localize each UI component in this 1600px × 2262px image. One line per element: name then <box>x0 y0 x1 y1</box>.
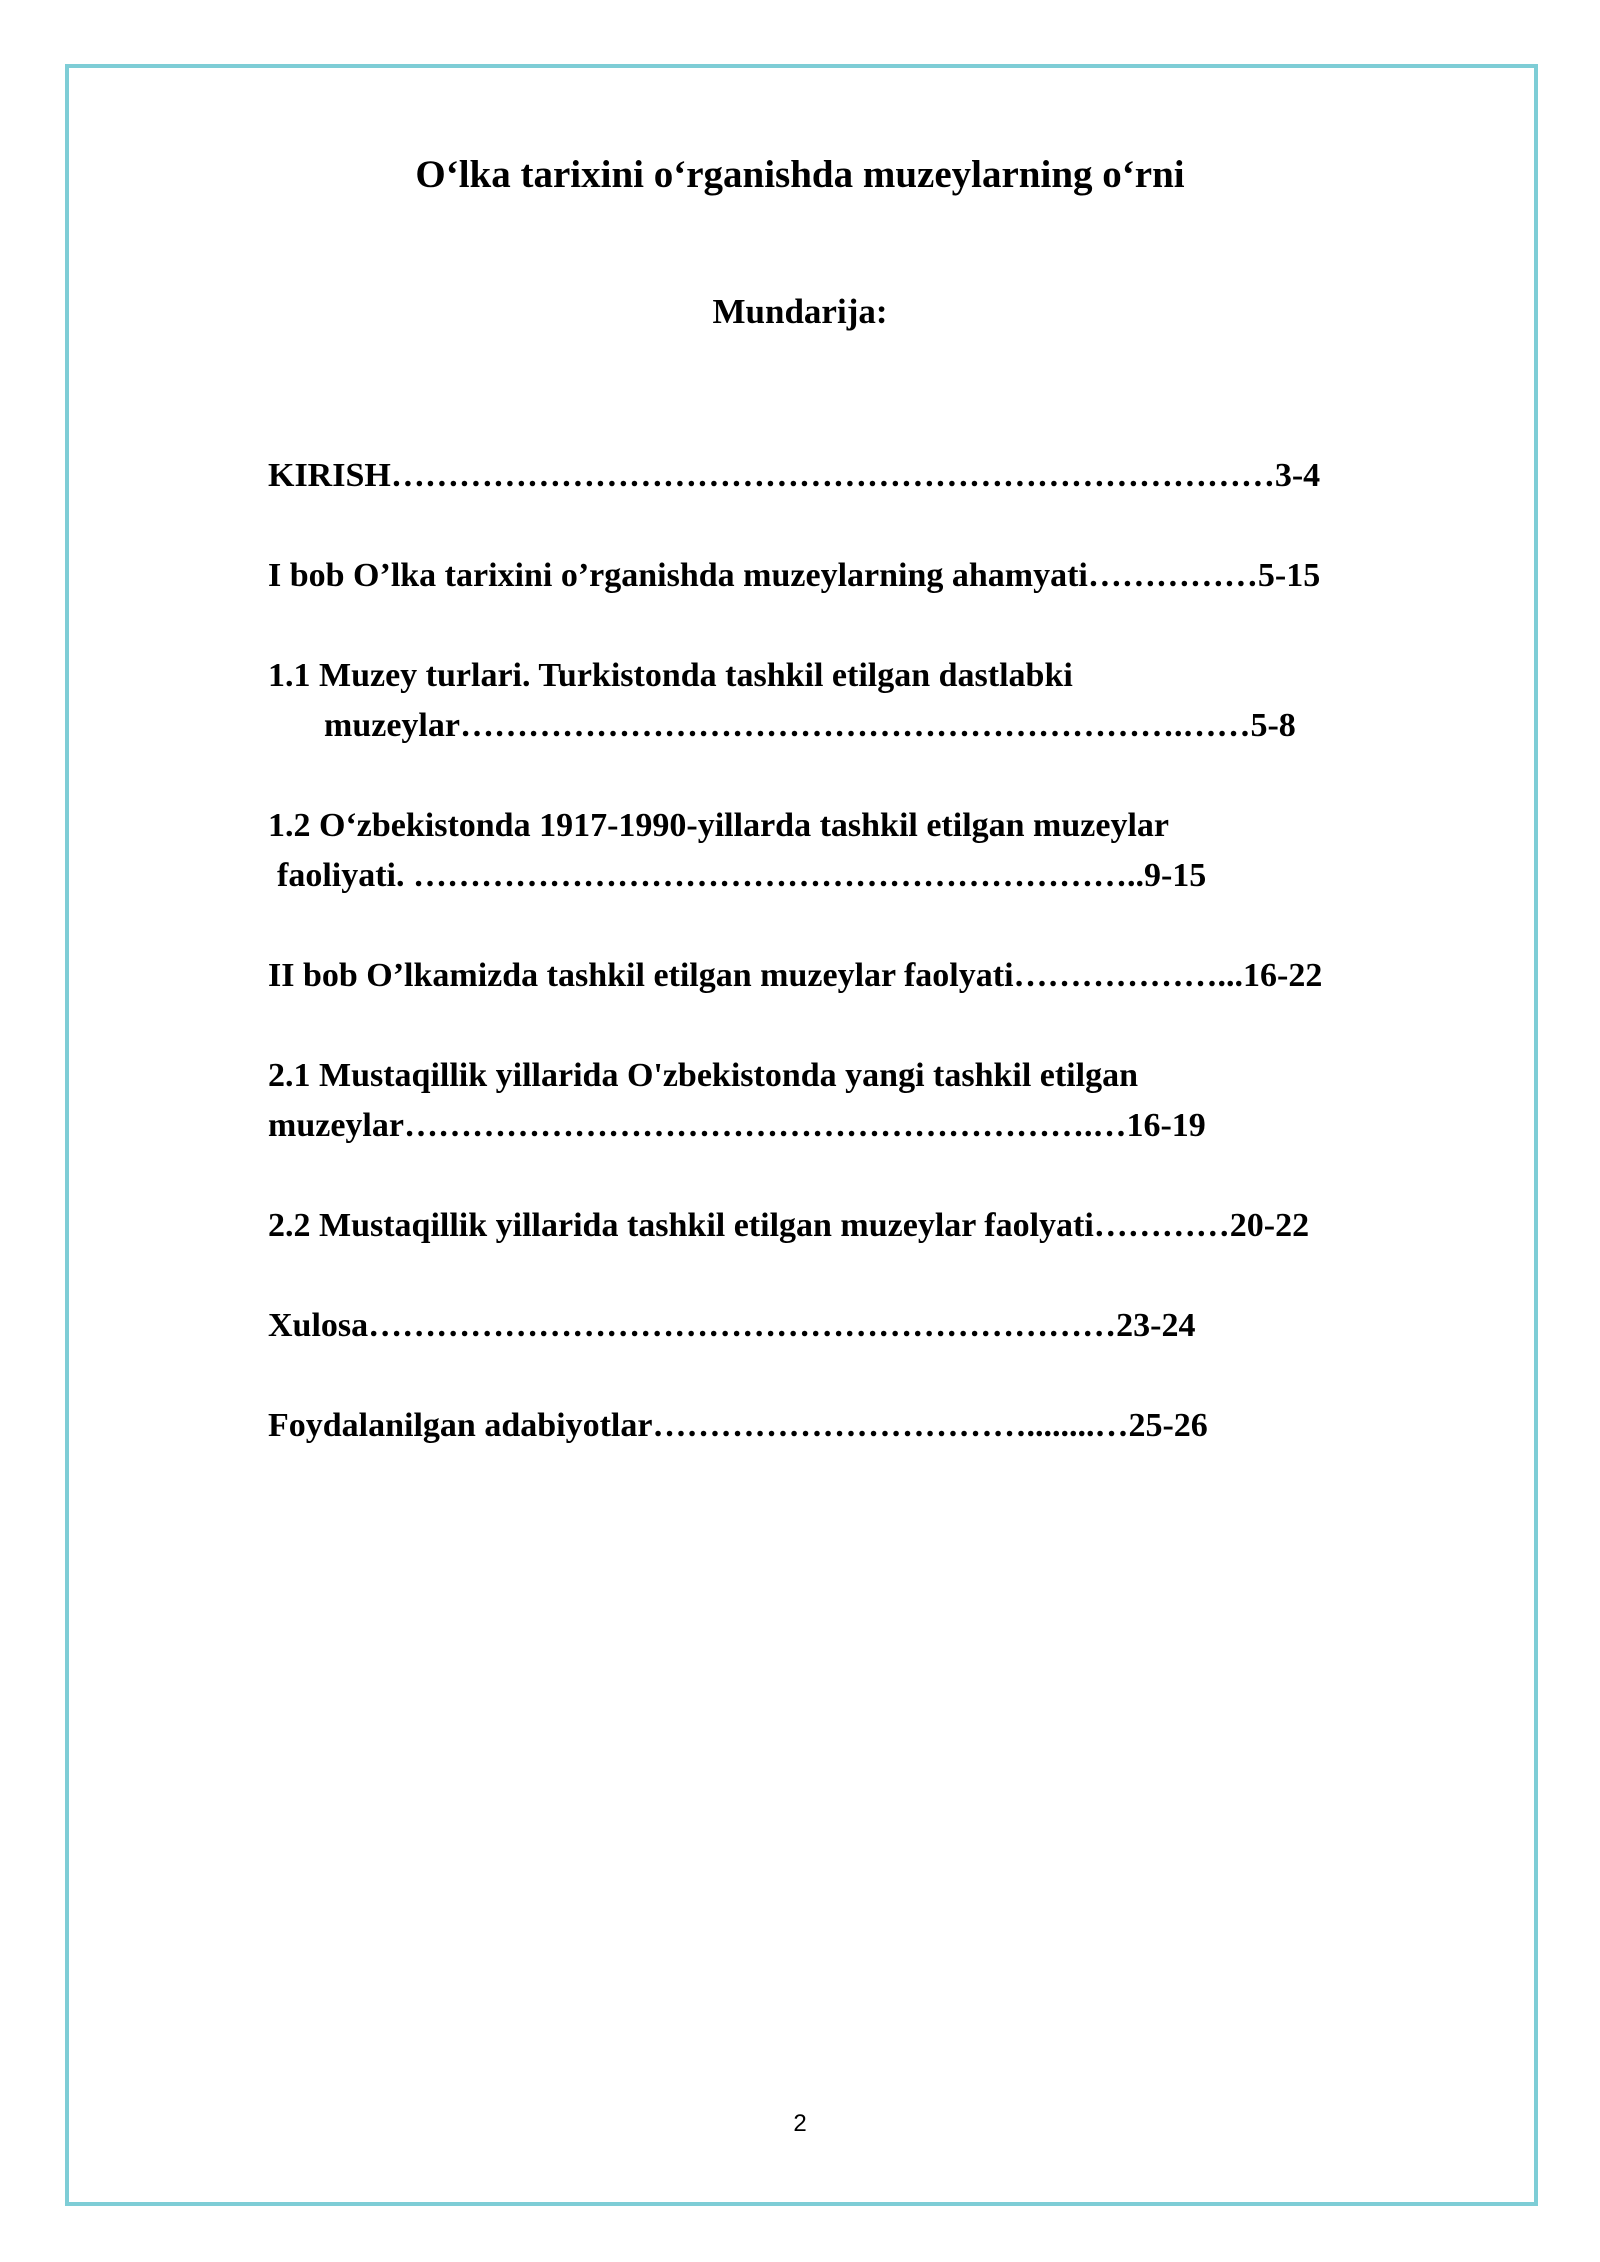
toc-entry-chapter-2: II bob O’lkamizda tashkil etilgan muzeylar faolyati………………...16-22 <box>268 957 1323 994</box>
toc-entry-bibliography: Foydalanilgan adabiyotlar……………………………........…25-26 <box>268 1407 1208 1444</box>
toc-entry-2-1: 2.1 Mustaqillik yillarida O'zbekistonda yangi tashkil etilgan <box>268 1057 1138 1094</box>
toc-entry-1-1: 1.1 Muzey turlari. Turkistonda tashkil etilgan dastlabki <box>268 657 1073 694</box>
toc-entry-2-1-continued: muzeylar…………………………………………………….…16-19 <box>268 1107 1206 1144</box>
toc-entry-1-1-continued: muzeylar……………………………………………………….……5-8 <box>324 707 1296 744</box>
toc-entry-kirish: KIRISH……………………………………………………………………3-4 <box>268 457 1321 494</box>
toc-entry-1-2-continued: faoliyati. ………………………………………………………..9-15 <box>277 857 1207 894</box>
toc-entry-2-2: 2.2 Mustaqillik yillarida tashkil etilgan muzeylar faolyati…………20-22 <box>268 1207 1310 1244</box>
page-number: 2 <box>793 2110 807 2137</box>
toc-entry-chapter-1: I bob O’lka tarixini o’rganishda muzeylarning ahamyati……………5-15 <box>268 557 1321 594</box>
toc-heading: Mundarija: <box>712 292 888 331</box>
document-title: O‘lka tarixini o‘rganishda muzeylarning o‘rni <box>415 153 1185 196</box>
toc-entry-1-2: 1.2 O‘zbekistonda 1917-1990-yillarda tashkil etilgan muzeylar <box>268 807 1169 844</box>
toc-entry-xulosa: Xulosa…………………………………………………………23-24 <box>268 1307 1196 1344</box>
